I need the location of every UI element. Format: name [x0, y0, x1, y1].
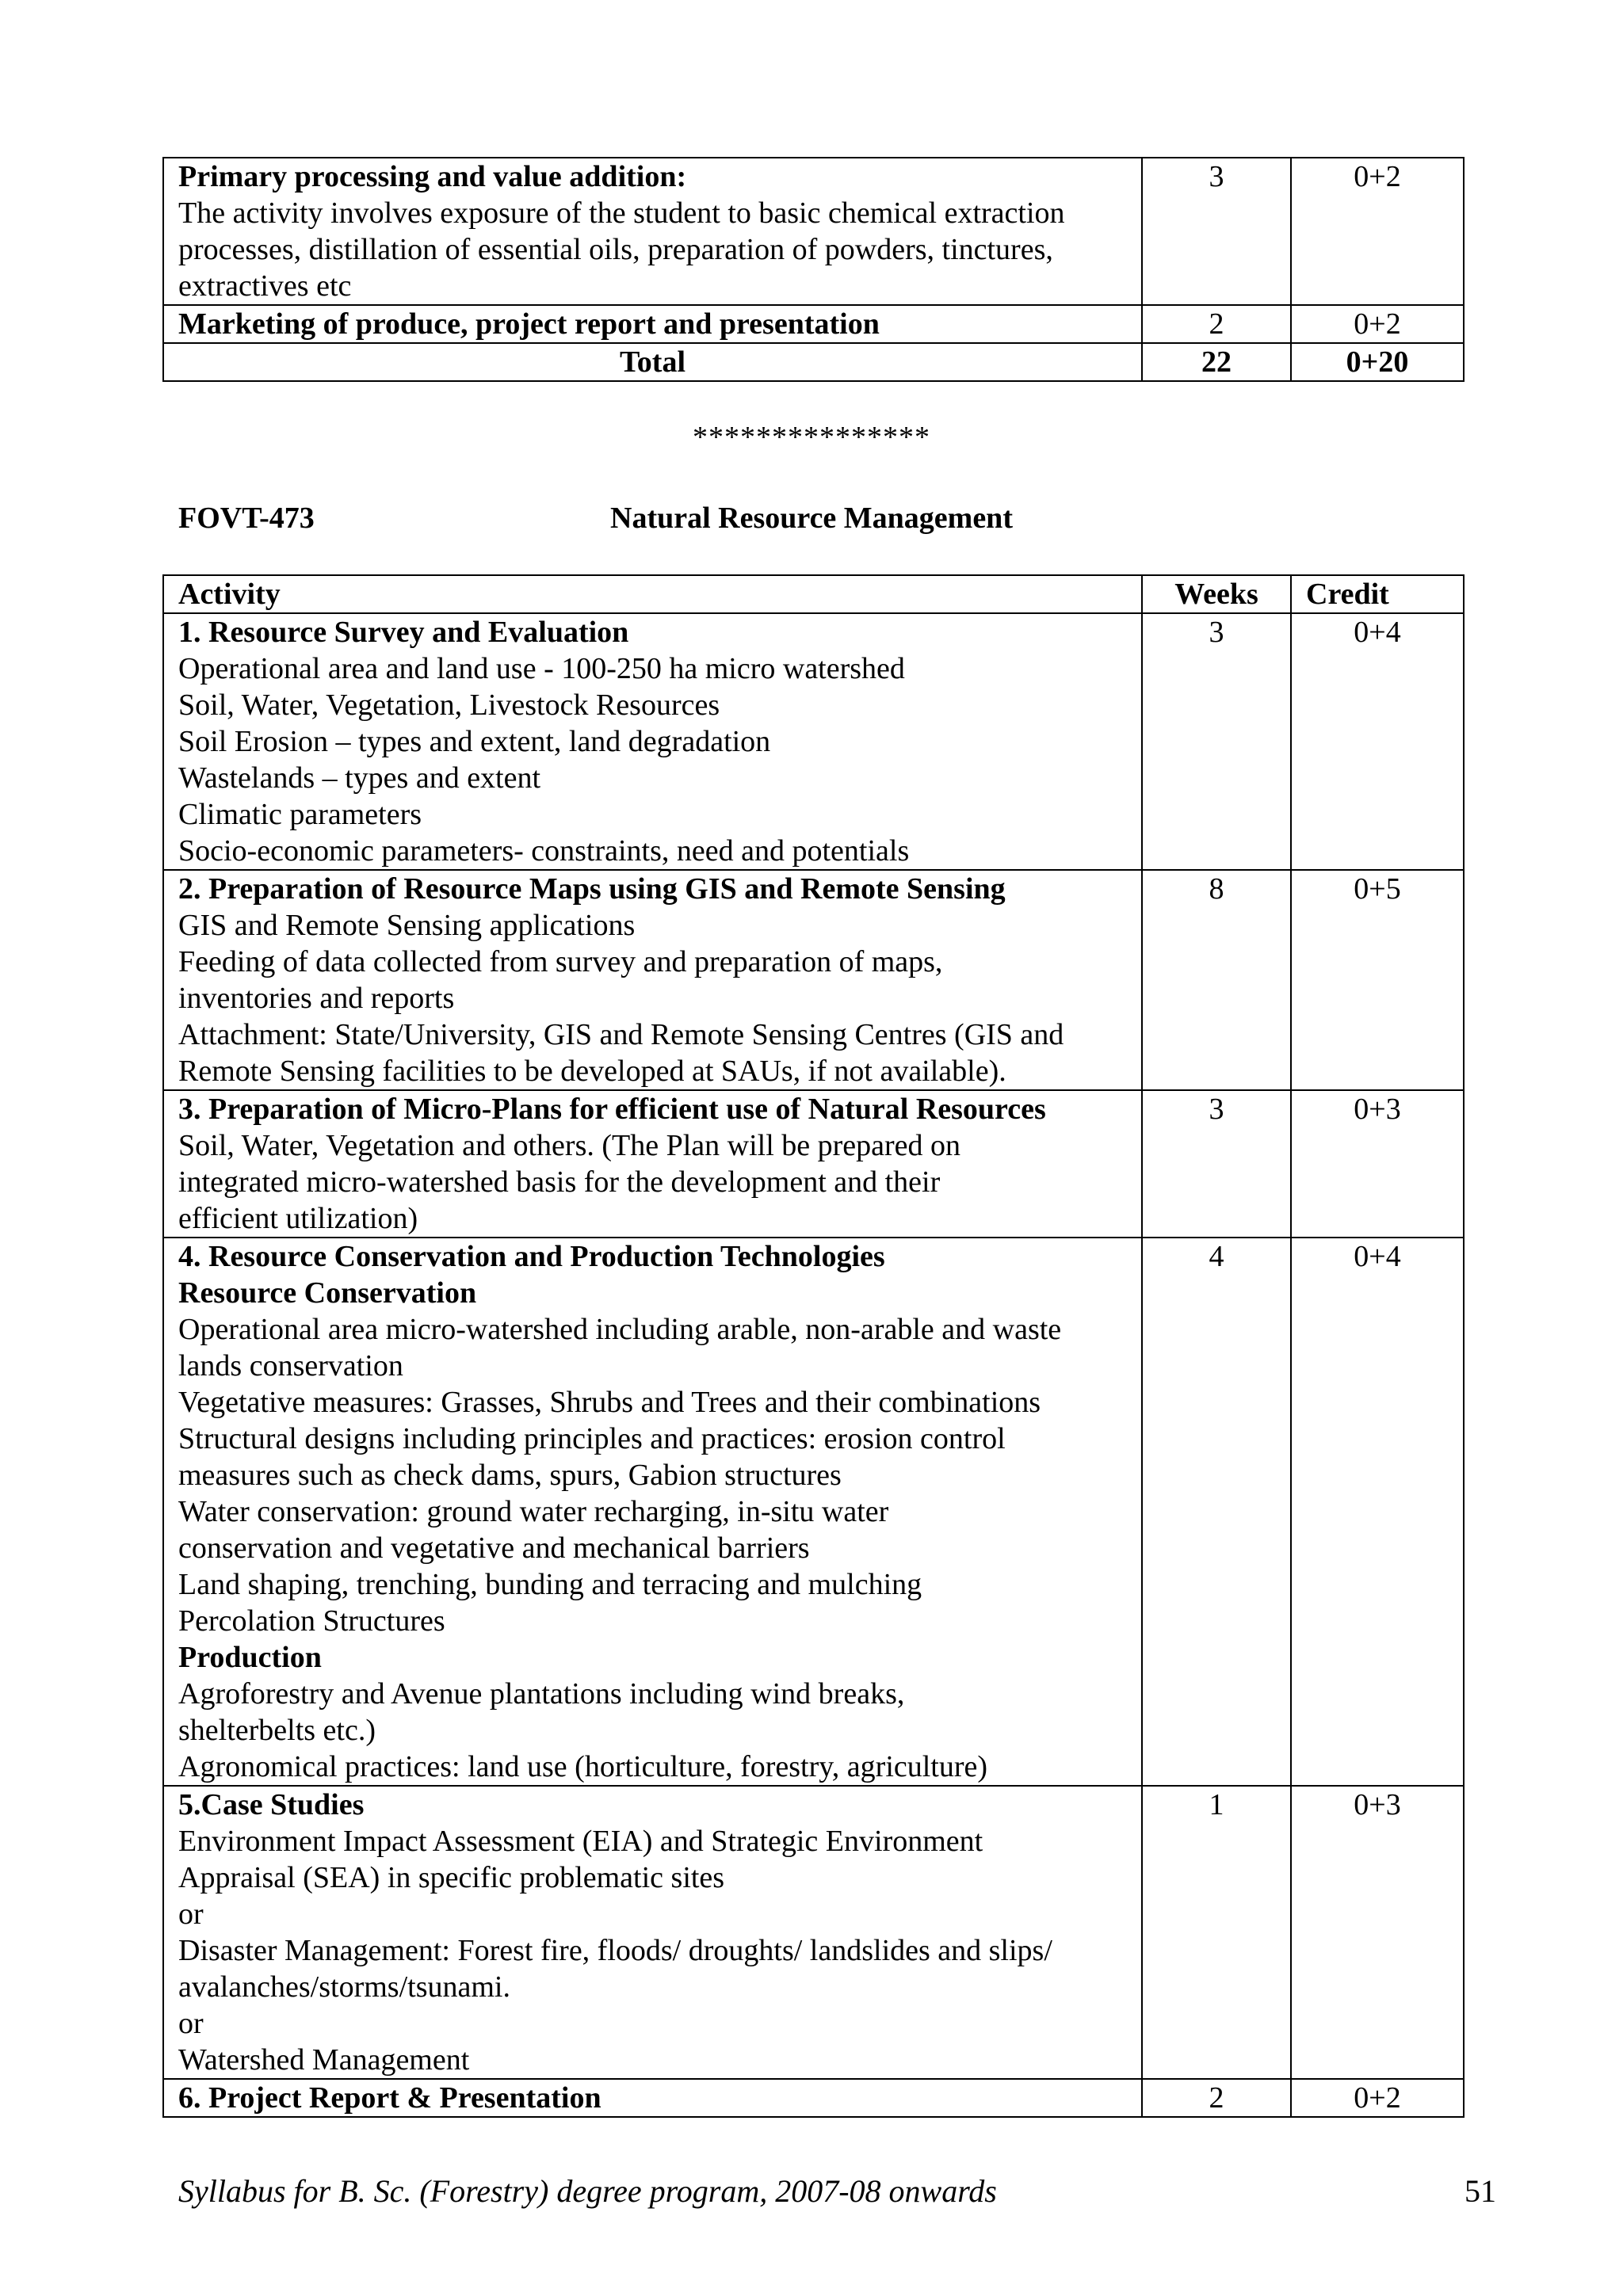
activity-line: or [178, 2007, 204, 2040]
activity-line: Vegetative measures: Grasses, Shrubs and Trees and their combinations [178, 1386, 1041, 1419]
activity-line: Climatic parameters [178, 798, 422, 831]
activity-line: conservation and vegetative and mechanical barriers [178, 1531, 810, 1565]
activity-line: Soil Erosion – types and extent, land degradation [178, 725, 771, 758]
activity-line: Remote Sensing facilities to be developed at SAUs, if not available). [178, 1055, 1006, 1088]
activity-title: 2. Preparation of Resource Maps using GIS and Remote Sensing [178, 872, 1006, 906]
activity-title: Primary processing and value addition: [178, 160, 687, 193]
course-title: Natural Resource Management [610, 502, 1013, 535]
table-row [163, 1786, 1464, 2079]
activity-line: Environment Impact Assessment (EIA) and Strategic Environment [178, 1825, 983, 1858]
activity-line: shelterbelts etc.) [178, 1714, 376, 1747]
activity-cell [163, 305, 1142, 343]
activity-line: Feeding of data collected from survey and preparation of maps, [178, 945, 943, 978]
table-row [163, 2079, 1464, 2117]
activity-cell [163, 2079, 1142, 2117]
activity-title: 3. Preparation of Micro-Plans for efficient use of Natural Resources [178, 1093, 1046, 1126]
activity-line: Water conservation: ground water recharging, in-situ water [178, 1495, 889, 1528]
header-weeks: Weeks [1142, 575, 1291, 613]
weeks-cell: 2 [1142, 305, 1291, 343]
activity-line: Watershed Management [178, 2043, 470, 2077]
activity-line: Soil, Water, Vegetation and others. (The Plan will be prepared on [178, 1129, 961, 1162]
activity-line: Attachment: State/University, GIS and Remote Sensing Centres (GIS and [178, 1018, 1064, 1051]
weeks-cell: 3 [1142, 158, 1291, 305]
activity-line: measures such as check dams, spurs, Gabion structures [178, 1459, 842, 1492]
activity-line: The activity involves exposure of the student to basic chemical extraction [178, 196, 1065, 230]
total-weeks: 22 [1142, 343, 1291, 381]
activity-line: Disaster Management: Forest fire, floods/ droughts/ landslides and slips/ [178, 1934, 1052, 1967]
activity-line: processes, distillation of essential oils, preparation of powders, tinctures, [178, 233, 1053, 266]
table-row [163, 870, 1464, 1090]
activity-line: extractives etc [178, 269, 352, 303]
table-row [163, 1238, 1464, 1786]
activity-cell [163, 613, 1142, 870]
activity-table [162, 574, 1465, 2118]
credit-cell: 0+4 [1291, 613, 1464, 870]
weeks-cell: 3 [1142, 1090, 1291, 1238]
activity-title: 4. Resource Conservation and Production Technologies [178, 1240, 885, 1273]
activity-cell [163, 870, 1142, 1090]
credit-cell: 0+2 [1291, 305, 1464, 343]
activity-line: lands conservation [178, 1349, 403, 1383]
activity-line: or [178, 1897, 204, 1931]
course-code: FOVT-473 [178, 502, 315, 535]
table-row [163, 1090, 1464, 1238]
activity-cell [163, 1786, 1142, 2079]
activity-line: Structural designs including principles and practices: erosion control [178, 1422, 1006, 1455]
activity-line: integrated micro-watershed basis for the development and their [178, 1165, 941, 1199]
header-activity: Activity [163, 575, 1142, 613]
activity-line: GIS and Remote Sensing applications [178, 909, 636, 942]
page-number: 51 [1465, 2173, 1496, 2209]
activity-title: Marketing of produce, project report and presentation [178, 307, 880, 341]
activity-line: Agroforestry and Avenue plantations including wind breaks, [178, 1677, 905, 1711]
activity-line: efficient utilization) [178, 1202, 418, 1235]
total-label: Total [163, 343, 1142, 381]
footer-text: Syllabus for B. Sc. (Forestry) degree program, 2007-08 onwards [178, 2173, 997, 2209]
activity-cell [163, 158, 1142, 305]
weeks-cell: 1 [1142, 1786, 1291, 2079]
credit-cell: 0+5 [1291, 870, 1464, 1090]
activity-subtitle: Resource Conservation [178, 1276, 477, 1310]
weeks-cell: 4 [1142, 1238, 1291, 1786]
weeks-cell: 3 [1142, 613, 1291, 870]
activity-line: Socio-economic parameters- constraints, need and potentials [178, 834, 910, 868]
activity-table-continued [162, 157, 1465, 382]
weeks-cell: 2 [1142, 2079, 1291, 2117]
table-row [163, 613, 1464, 870]
table-row [163, 158, 1464, 305]
activity-subtitle: Production [178, 1641, 322, 1674]
table-header-row [163, 575, 1464, 613]
credit-cell: 0+3 [1291, 1090, 1464, 1238]
activity-title: 6. Project Report & Presentation [178, 2081, 601, 2115]
activity-line: Operational area micro-watershed including arable, non-arable and waste [178, 1313, 1062, 1346]
credit-cell: 0+2 [1291, 2079, 1464, 2117]
header-credit: Credit [1291, 575, 1464, 613]
activity-line: Percolation Structures [178, 1604, 445, 1638]
activity-cell [163, 1238, 1142, 1786]
activity-line: Operational area and land use - 100-250 ha micro watershed [178, 652, 905, 685]
credit-cell: 0+2 [1291, 158, 1464, 305]
credit-cell: 0+4 [1291, 1238, 1464, 1786]
total-row [163, 343, 1464, 381]
activity-line: Soil, Water, Vegetation, Livestock Resources [178, 688, 720, 722]
activity-title: 1. Resource Survey and Evaluation [178, 616, 629, 649]
activity-line: Agronomical practices: land use (horticulture, forestry, agriculture) [178, 1750, 988, 1783]
activity-line: Appraisal (SEA) in specific problematic sites [178, 1861, 725, 1894]
credit-cell: 0+3 [1291, 1786, 1464, 2079]
activity-line: Land shaping, trenching, bunding and terracing and mulching [178, 1568, 922, 1601]
activity-cell [163, 1090, 1142, 1238]
section-separator: *************** [693, 421, 930, 454]
activity-line: inventories and reports [178, 982, 455, 1015]
weeks-cell: 8 [1142, 870, 1291, 1090]
activity-line: avalanches/storms/tsunami. [178, 1970, 510, 2004]
total-credit: 0+20 [1291, 343, 1464, 381]
activity-title: 5.Case Studies [178, 1788, 365, 1821]
activity-line: Wastelands – types and extent [178, 761, 541, 795]
table-row [163, 305, 1464, 343]
